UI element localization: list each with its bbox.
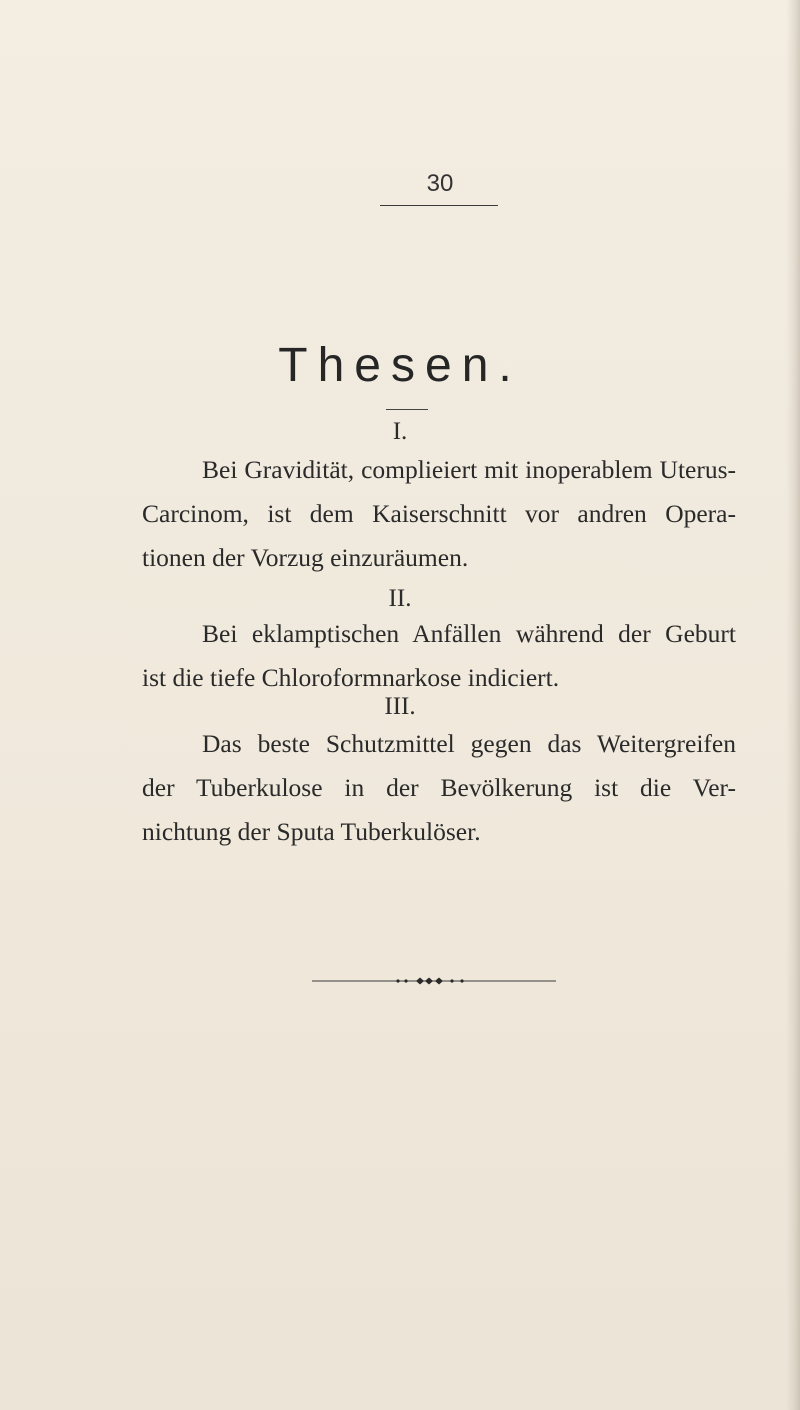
thesis-1-text xyxy=(142,448,736,580)
thesis-3-numeral: III. xyxy=(384,693,416,720)
thesis-3-line-2: der Tuberkulose in der Bevölkerung ist die Ver- xyxy=(142,773,736,802)
page-title: Thesen. xyxy=(278,339,522,392)
thesis-1-line-2: Carcinom, ist dem Kaiserschnitt vor andren Opera- xyxy=(142,499,736,528)
page-number-rule xyxy=(380,205,498,206)
thesis-2-line-1: Bei eklamptischen Anfällen während der Geburt xyxy=(202,619,736,648)
title-rule xyxy=(386,409,428,410)
thesis-1-line-1: Bei Gravidität, complieiert mit inoperablem Uterus- xyxy=(202,455,736,484)
thesis-2-text xyxy=(142,612,736,700)
thesis-1-line-3: tionen der Vorzug einzuräumen. xyxy=(142,543,469,572)
thesis-3-line-1: Das beste Schutzmittel gegen das Weitergreifen xyxy=(202,729,736,758)
thesis-1-numeral: I. xyxy=(392,418,408,445)
closing-ornament-divider xyxy=(312,976,556,986)
thesis-3-text xyxy=(142,722,736,854)
page-number: 30 xyxy=(426,170,454,197)
thesis-3-line-3: nichtung der Sputa Tuberkulöser. xyxy=(142,817,481,846)
thesis-2-numeral: II. xyxy=(388,585,412,612)
thesis-2-line-2: ist die tiefe Chloroformnarkose indiciert. xyxy=(142,663,560,692)
